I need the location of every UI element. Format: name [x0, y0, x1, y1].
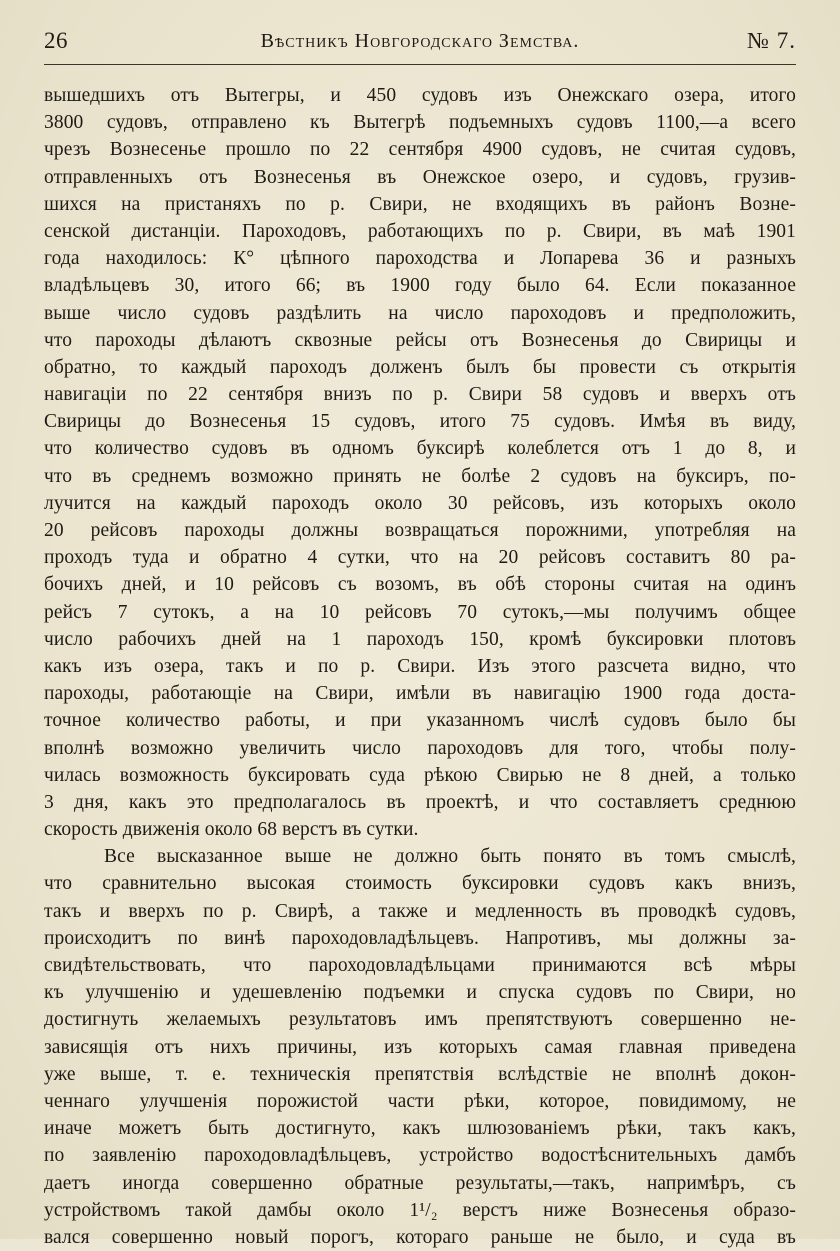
paragraph-end-line: скорость движенія около 68 верстъ въ сутки. [44, 819, 419, 841]
text-line: иначе можетъ быть достигнуто, какъ шлюзованіемъ рѣки, такъ какъ, [44, 1118, 796, 1140]
text-line: навигаціи по 22 сентября внизъ по р. Свири 58 судовъ и вверхъ отъ [44, 384, 796, 406]
text-line: проходъ туда и обратно 4 сутки, что на 20 рейсовъ составитъ 80 ра- [44, 547, 796, 569]
text-line: вполнѣ возможно увеличить число пароходовъ для того, чтобы полу- [44, 737, 796, 759]
text-line: достигнуть желаемыхъ результатовъ имъ препятствуютъ совершенно не- [44, 1009, 796, 1031]
text-line: вался совершенно новый порогъ, котораго раньше не было, и суда въ [44, 1226, 796, 1248]
text-line: какъ изъ озера, такъ и по р. Свири. Изъ этого разсчета видно, что [44, 655, 796, 677]
text-line: уже выше, т. е. техническія препятствія вслѣдствіе не вполнѣ докон- [44, 1063, 796, 1085]
running-header [44, 28, 796, 62]
text-line: обратно, то каждый пароходъ долженъ былъ бы провести съ открытія [44, 356, 796, 378]
text-line: устройствомъ такой дамбы около 1¹/₂ верстъ ниже Вознесенья образо- [44, 1199, 796, 1221]
text-line: точное количество работы, и при указанномъ числѣ судовъ было бы [44, 710, 796, 732]
text-line: сенской дистанціи. Пароходовъ, работающихъ по р. Свири, въ маѣ 1901 [44, 220, 796, 242]
text-line: владѣльцевъ 30, итого 66; въ 1900 году было 64. Если показанное [44, 275, 796, 297]
text-line: ченнаго улучшенія порожистой части рѣки, которое, повидимому, не [44, 1090, 796, 1112]
text-line: 3800 судовъ, отправлено къ Вытегрѣ подъемныхъ судовъ 1100,—а всего [44, 112, 796, 134]
text-line: къ улучшенію и удешевленію подъемки и спуска судовъ по Свири, но [44, 982, 796, 1004]
text-line: вышедшихъ отъ Вытегры, и 450 судовъ изъ Онежскаго озера, итого [44, 85, 796, 106]
text-line: лучится на каждый пароходъ около 30 рейсовъ, изъ которыхъ около [44, 492, 796, 514]
page-number: 26 [44, 28, 68, 53]
article-body [44, 82, 796, 1251]
text-line: свидѣтельствовать, что пароходовладѣльцами принимаются всѣ мѣры [44, 955, 796, 976]
text-line: Свирицы до Вознесенья 15 судовъ, итого 75 судовъ. Имѣя въ виду, [44, 411, 796, 433]
text-line: что пароходы дѣлаютъ сквозные рейсы отъ Вознесенья до Свирицы и [44, 329, 796, 351]
journal-title: Вѣстникъ Новгородскаго Земства. [260, 30, 580, 52]
text-line: 20 рейсовъ пароходы должны возвращаться порожними, употребляя на [44, 520, 796, 541]
text-line: по заявленію пароходовладѣльцевъ, устройство водостѣснительныхъ дамбъ [44, 1145, 796, 1167]
text-line: рейсъ 7 сутокъ, а на 10 рейсовъ 70 сутокъ,—мы получимъ общее [44, 601, 796, 623]
text-line: пароходы, работающіе на Свири, имѣли въ навигацію 1900 года доста- [44, 683, 796, 705]
text-line: чилась возможность буксировать суда рѣкою Свирью не 8 дней, а только [44, 764, 796, 786]
text-line: что въ среднемъ возможно принять не болѣе 2 судовъ на буксиръ, по- [44, 465, 796, 487]
text-line: года находилось: К° цѣпного пароходства и Лопарева 36 и разныхъ [44, 248, 796, 270]
text-line: выше число судовъ раздѣлить на число пароходовъ и предположить, [44, 302, 796, 324]
text-line: число рабочихъ дней на 1 пароходъ 150, кромѣ буксировки плотовъ [44, 628, 796, 650]
issue-number: № 7. [747, 28, 796, 53]
text-line: бочихъ дней, и 10 рейсовъ съ возомъ, въ обѣ стороны считая на одинъ [44, 574, 796, 596]
text-line: что сравнительно высокая стоимость буксировки судовъ какъ внизъ, [44, 873, 796, 895]
text-line: отправленныхъ отъ Вознесенья въ Онежское озеро, и судовъ, грузив- [44, 166, 796, 188]
text-line: даетъ иногда совершенно обратные результаты,—такъ, напримѣръ, съ [44, 1172, 796, 1194]
text-line: что количество судовъ въ одномъ буксирѣ колеблется отъ 1 до 8, и [44, 438, 796, 460]
text-line: 3 дня, какъ это предполагалось въ проектѣ, и что составляетъ среднюю [44, 791, 796, 813]
text-line: чрезъ Вознесенье прошло по 22 сентября 4900 судовъ, не считая судовъ, [44, 139, 796, 161]
header-divider [44, 64, 796, 65]
text-line: происходитъ по винѣ пароходовладѣльцевъ. Напротивъ, мы должны за- [44, 927, 796, 949]
text-line: такъ и вверхъ по р. Свирѣ, а также и медленность въ проводкѣ судовъ, [44, 900, 796, 922]
text-line: шихся на пристаняхъ по р. Свири, не входящихъ въ районъ Возне- [44, 193, 796, 215]
paragraph-start-line: Все высказанное выше не должно быть понято въ томъ смыслѣ, [104, 846, 796, 868]
text-line: зависящія отъ нихъ причины, изъ которыхъ самая главная приведена [44, 1036, 796, 1058]
